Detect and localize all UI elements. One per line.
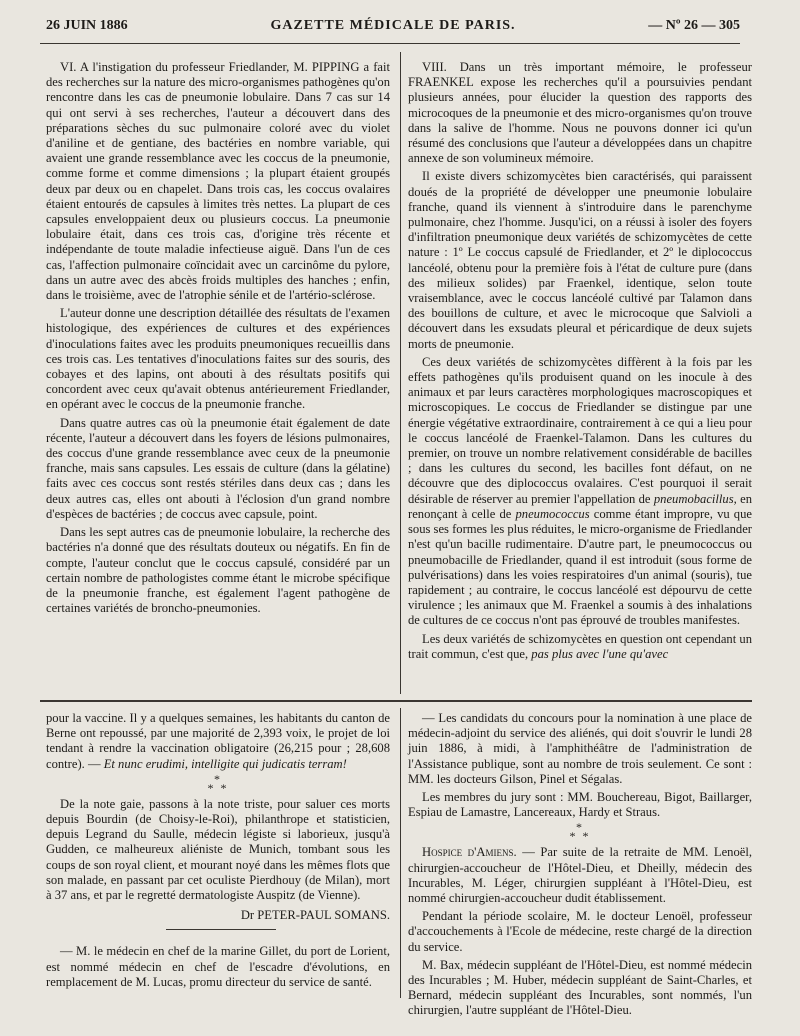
paragraph-fraenkel: VIII. Dans un très important mémoire, le professeur FRAENKEL expose les recherches qu'il a poursuivies pendant plusieurs années, pour élucider la question des rapports des microcoques de la pneumonie et des micro-organismes qu'on trouve dans la salive de l'homme. Nous ne pouvons donner ici qu'un résumé des conclusions que l'auteur a développées dans un chapitre annexe de son volumineux mémoire. — [408, 60, 752, 166]
text-segment: en renonçant à celle de — [408, 491, 753, 521]
paragraph-pipping: VI. A l'instigation du professeur Friedlander, M. PIPPING a fait des recherches sur la nature des micro-organismes pathogènes qu'on rencontre dans les cas de pneumonie lobulaire. Dans 7 cas sur 14 qui ont servi à ses recherches, l'auteur a découvert dans des préparations sèches du suc pulmonaire coloré avec du violet d'aniline et de gentiane, des bactéries en nombre variable, qui avaient une grande ressemblance avec les coccus de la pneumonie, comme forme et comme dimensions ; la plupart étaient groupés deux par deux ou en chapelet. Dans trois cas, les coccus ovalaires étaient entourés de capsules à limites très nettes. La plupart de ces capsules enveloppaient deux ou plusieurs coccus. La pneumonie lobulaire était, dans ces trois cas, d'origine très récente et indépendante de toute maladie infectieuse aiguë. Dans l'un de ces cas, l'affection pulmonaire coïncidait avec un carcinôme du pylore, dans un autre avec des abcès froids multiples des hanches ; enfin, dans le troisième, avec de l'atrophie sénile et de l'artério-sclérose. — [46, 60, 390, 303]
column-divider-top — [400, 52, 401, 694]
text-segment: Les deux variétés de schizomycètes en question ont cependant un trait commun, c'est que, — [408, 631, 752, 661]
paragraph-appointments: M. Bax, médecin suppléant de l'Hôtel-Dieu, est nommé médecin des Incurables ; M. Huber, médecin suppléant de Saint-Charles, et Bernard, médecin suppléant des Incurables, sont nommés, l'un chirurgien, l'autre suppléant de l'Hôtel-Dieu. — [408, 957, 752, 1018]
paragraph-jury: Les membres du jury sont : MM. Bouchereau, Bigot, Baillarger, Espiau de Lamastre, Lancereaux, Hardy et Straus. — [408, 790, 752, 820]
paragraph-amiens — [408, 845, 752, 906]
text-segment: — Par suite de la retraite de MM. Lenoël, chirurgien-accoucheur de l'Hôtel-Dieu, et Dheilly, médecin des Incurables, M. Léger, chirurgien suppléant à l'Hôtel-Dieu, est nommé chirurgien-accoucheur dudit établissement. — [408, 845, 752, 906]
header-date: 26 JUIN 1886 — [46, 18, 128, 33]
text-segment: comme étant impropre, vu que sous ses formes les plus réduites, le micro-organisme de Friedlander n'est qu'un bacille rudimentaire. D'autre part, le pneumococcus ou pneumobacille de Friedlander, quand il est introduit (sous forme de pulvérisations) dans les voies respiratoires d'un animal (souris), tue rapidement ; au contraire, le coccus lancéolé est dépourvu de cette virulence ; les animaux que M. Fraenkel a soumis à des inhalations de cultures de ce coccus n'ont pas éprouvé de troubles manifestes. — [408, 506, 752, 628]
latin-quote: Et nunc erudimi, intelligite qui judicatis terram! — [103, 756, 347, 771]
bottom-right-column — [408, 711, 752, 1018]
italic-term: pneumobacillus, — [653, 491, 737, 506]
paragraph-description: L'auteur donne une description détaillée des résultats de l'examen histologique, des expériences de cultures et des expériences d'inoculations faites avec les produits pneumoniques recueillis dans ces trois cas. Les tentatives d'inoculations faites sur des souris, des cobayes et des lapins, ont abouti à des résultats positifs qui concordent avec ceux qu'avait obtenus antérieurement Friedlander, en opérant avec le coccus de la pneumonie franche. — [46, 306, 390, 412]
section-rule — [40, 700, 752, 702]
top-left-column — [46, 60, 390, 696]
paragraph-schizomycetes: Il existe divers schizomycètes bien caractérisés, qui paraissent doués de la propriété de développer une pneumonie lobulaire franche, quand ils viennent à s'introduire dans le parenchyme pulmonaire, chez l'homme. Jusqu'ici, on a réussi à isoler des foyers d'infiltration pneumonique deux variétés de schizomycètes de cette nature : 1º Le coccus capsulé de Friedlander, et 2º le diplococcus lancéolé, obtenu pour la première fois à l'état de culture pure (dans des milieux solides) par Fraenkel, identique, selon toute vraisemblance, avec le coccus lancéolé cultivé par Talamon dans des bouillons de culture, et avec le microcoque que Salvioli a découvert dans les exsudats pleural et péricardique de deux sujets morts de pneumonie. — [408, 169, 752, 351]
paragraph-obituaries: De la note gaie, passons à la note triste, pour saluer ces morts depuis Bourdin (de Choisy-le-Roi), philanthrope et statisticien, depuis Legrand du Saulle, médecin légiste si laborieux, jusqu'à Gudden, ce malheureux aliéniste de Munich, tombant sous les coups de son royal client, et mourant noyé dans les mêmes flots que son malade, en passant par cet oculiste Pierdhouy (de Milan), mort à 37 ans, et par le regretté dermatologiste Auspitz (de Vienne). — [46, 796, 390, 903]
text-segment: pour la vaccine. Il y a quelques semaines, les habitants du canton de Berne ont repoussé, par une majorité de 2,393 voix, le projet de loi tendant à rendre la vaccination obligatoire (26,215 pour ; 28,608 contre). — — [46, 711, 390, 771]
italic-term: pneumococcus — [515, 506, 590, 521]
header-page-number: — Nº 26 — 305 — [648, 18, 740, 33]
page-header — [46, 18, 740, 40]
text-segment: Ces deux variétés de schizomycètes diffèrent à la fois par les effets pathogènes qu'ils produisent quand on les inocule à des animaux et par leurs caractères morphologiques macroscopiques et microscopiques. Le coccus de Friedlander se distingue par une énergie végétative extraordinaire, contrairement à ce qui a lieu pour le coccus lancéolé de Fraenkel-Talamon. Dans les cultures du premier, on trouve un nombre relativement considérable de bacilles ; dans les cultures du second, les bacilles font défaut, on ne découvre que des diplococcus ovalaires. C'est pourquoi il serait désirable de réserver au premier l'appellation de — [408, 354, 752, 506]
paragraph-common-trait — [408, 632, 752, 662]
header-rule — [40, 43, 740, 44]
asterism: * * * — [207, 771, 229, 795]
column-divider-bottom — [400, 708, 401, 998]
italic-phrase: pas plus avec l'une qu'avec — [531, 646, 669, 661]
short-rule — [166, 929, 276, 930]
top-right-column — [408, 60, 752, 696]
paragraph-varieties — [408, 355, 752, 629]
paragraph-vaccine — [46, 711, 390, 772]
bottom-left-column — [46, 711, 390, 1001]
paragraph-four-cases: Dans quatre autres cas où la pneumonie était également de date récente, l'auteur a découvert dans les foyers de lésions pulmonaires, des coccus d'une grande ressemblance avec ceux de la pneumonie franche, mais sans capsules. Les essais de culture (dans la gélatine) faits avec ces coccus sont restés stériles dans deux cas ; dans les deux autres cas, elles ont abouti à l'éclosion d'un grand nombre d'espèces de bactéries ; de coccus avec capsule, point. — [46, 415, 390, 521]
paragraph-candidates: — Les candidats du concours pour la nomination à une place de médecin-adjoint du service des aliénés, qui doit s'ouvrir le lundi 28 juin 1886, à midi, à l'amphithéâtre de l'administration de l'Assistance publique, sont au nombre de trois seulement. Ce sont : MM. les docteurs Gilson, Pinel et Ségalas. — [408, 711, 752, 786]
paragraph-school-period: Pendant la période scolaire, M. le docteur Lenoël, professeur d'accouchements à l'Ecole de médecine, reste chargé de la direction du service. — [408, 909, 752, 954]
asterism: * * * — [569, 820, 591, 844]
small-caps-heading: Hospice d'Amiens. — [422, 845, 517, 860]
header-title: GAZETTE MÉDICALE DE PARIS. — [270, 18, 516, 33]
paragraph-conclusion: Dans les sept autres cas de pneumonie lobulaire, la recherche des bactéries n'a donné que des résultats douteux ou négatifs. En fin de compte, l'auteur conclut que le coccus capsulé, considéré par un certain nombre de pathologistes comme étant le microbe spécifique de la pneumonie franche, est également l'agent pathogène de certaines variétés de broncho-pneumonies. — [46, 525, 390, 616]
signature: Dr PETER-PAUL SOMANS. — [240, 908, 390, 923]
paragraph-gillet: — M. le médecin en chef de la marine Gillet, du port de Lorient, est nommé médecin en chef de l'escadre d'évolutions, en remplacement de M. Lucas, promu directeur du service de santé. — [46, 944, 390, 989]
